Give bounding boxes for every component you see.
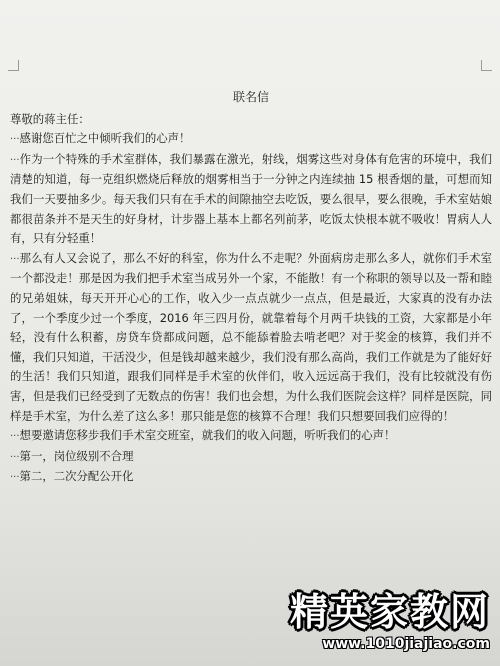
salutation: 尊敬的蒋主任： — [10, 111, 90, 126]
paragraph-environment-text: 作为一个特殊的手术室群体，我们暴露在激光，射线，烟雾这些对身体有危害的环境中，我们清楚的知道，每一克组织燃烧后释放的烟雾相当于一分钟之内连续抽 15 根香烟的量，可想而知我们一天要抽多少。每天我们只有在手术的间隙抽空去吃饭，要么很早，要么很晚，手术室姑娘都很苗条并不是天生的好身材，计步器上基本上都名列前茅，吃饭太快根本就不吸收！胃病人人有，只有分轻重！ — [10, 151, 492, 246]
paragraph-thanks: ···感谢您百忙之中倾听我们的心声！ — [10, 131, 191, 146]
point-two-text: 第二，二次分配公开化 — [19, 469, 134, 484]
paragraph-thanks-text: 感谢您百忙之中倾听我们的心声！ — [19, 131, 191, 146]
letter-body — [10, 88, 492, 488]
margin-corner-mark-left — [8, 60, 19, 71]
watermark-title: 精英家教网 — [289, 590, 490, 634]
letter-title: 联名信 — [232, 90, 269, 104]
paragraph-income: ···那么有人又会说了，那么不好的科室，你为什么不走呢？外面病房走那么多人，就你们手术室一个都没走！那是因为我们把手术室当成另外一个家，不能散！有一个称职的领导以及一帮和睦的兄弟姐妹，每天开开心心的工作，收入少一点点就少一点点，但是最近，大家真的没有办法了，一个季度少过一个季度，2016 年三四月份，就靠着每个月两千块钱的工资，大家都是小年轻，没有什么积蓄，房贷车贷都成问题，总不能舔着脸去啃老吧？对于奖金的核算，我们并不懂，我们只知道，干活没少，但是钱却越来越少，我们没有那么高尚，我们工作就是为了能好好的生活！我们只知道，跟我们同样是手术室的伙伴们，收入远远高于我们，没有比较就没有伤害，但是我们已经受到了无数点的伤害！我们也会想，为什么我们医院会这样？同样是医院，同样是手术室，为什么差了这么多！那只能是您的核算不合理！我们只想要回我们应得的！ — [10, 250, 492, 423]
paragraph-invitation: ···想要邀请您移步我们手术室交班室，就我们的收入问题，听听我们的心声！ — [10, 428, 396, 443]
paragraph-invitation-text: 想要邀请您移步我们手术室交班室，就我们的收入问题，听听我们的心声！ — [19, 428, 396, 443]
point-two: ···第二，二次分配公开化 — [10, 469, 134, 484]
site-watermark — [290, 590, 490, 652]
watermark-url: www.1010jiajiao.com — [322, 636, 490, 652]
paragraph-environment: ···作为一个特殊的手术室群体，我们暴露在激光，射线，烟雾这些对身体有危害的环境中，我们清楚的知道，每一克组织燃烧后释放的烟雾相当于一分钟之内连续抽 15 根香烟的量，可想而知我们一天要抽多少。每天我们只有在手术的间隙抽空去吃饭，要么很早，要么很晚，手术室姑娘都很苗条并不是天生的好身材，计步器上基本上都名列前茅，吃饭太快根本就不吸收！胃病人人有，只有分轻重！ — [10, 151, 492, 246]
margin-corner-mark-right — [481, 60, 492, 71]
point-one: ···第一，岗位级别不合理 — [10, 448, 134, 463]
point-one-text: 第一，岗位级别不合理 — [19, 448, 134, 463]
paragraph-income-text: 那么有人又会说了，那么不好的科室，你为什么不走呢？外面病房走那么多人，就你们手术室一个都没走！那是因为我们把手术室当成另外一个家，不能散！有一个称职的领导以及一帮和睦的兄弟姐妹，每天开开心心的工作，收入少一点点就少一点点，但是最近，大家真的没有办法了，一个季度少过一个季度，2016 年三四月份，就靠着每个月两千块钱的工资，大家都是小年轻，没有什么积蓄，房贷车贷都成问题，总不能舔着脸去啃老吧？对于奖金的核算，我们并不懂，我们只知道，干活没少，但是钱却越来越少，我们没有那么高尚，我们工作就是为了能好好的生活！我们只知道，跟我们同样是手术室的伙伴们，收入远远高于我们，没有比较就没有伤害，但是我们已经受到了无数点的伤害！我们也会想，为什么我们医院会这样？同样是医院，同样是手术室，为什么差了这么多！那只能是您的核算不合理！我们只想要回我们应得的！ — [10, 250, 492, 423]
